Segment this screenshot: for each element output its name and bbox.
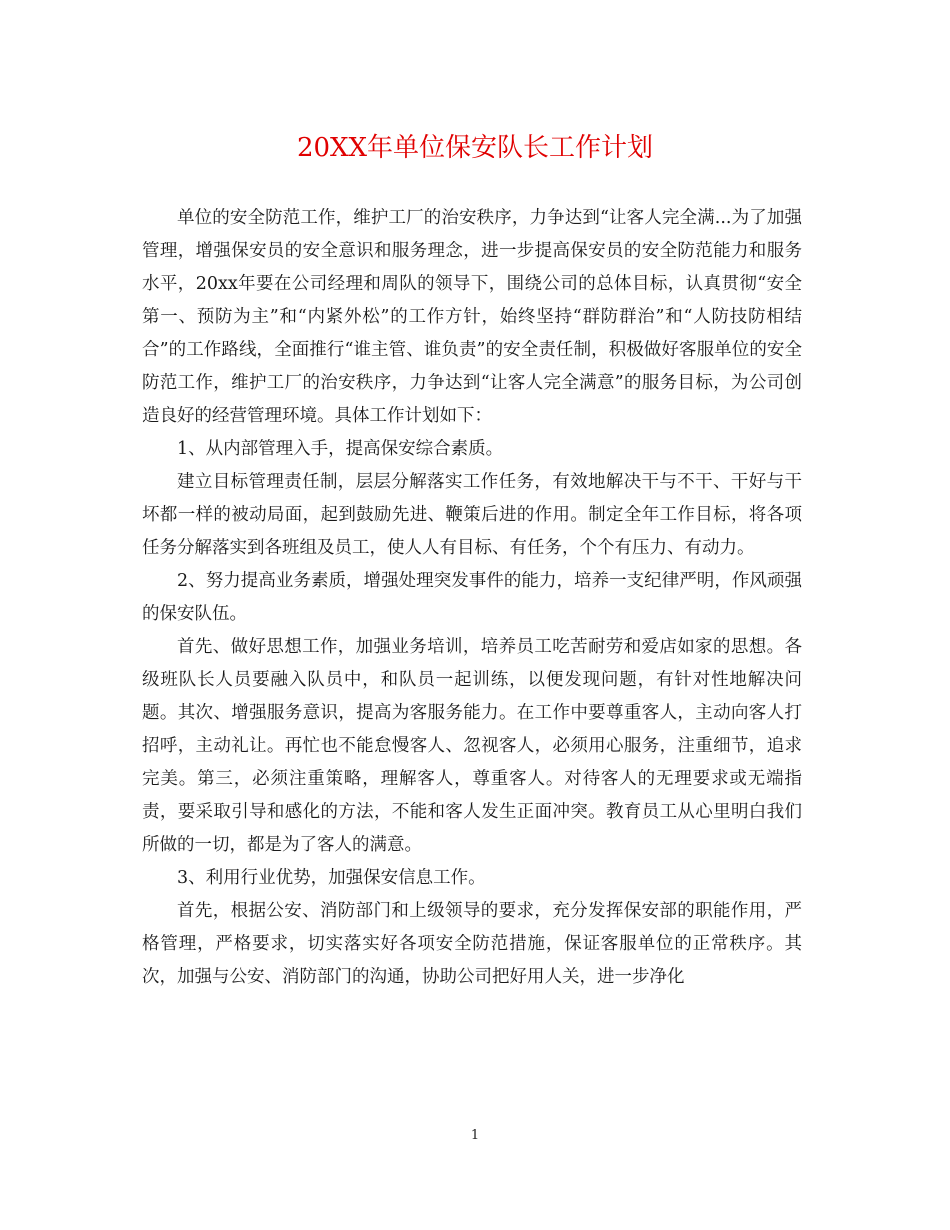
document-title: 20XX年单位保安队长工作计划	[296, 133, 654, 163]
paragraph-section-3: 首先，根据公安、消防部门和上级领导的要求，充分发挥保安部的职能作用，严格管理，严格要求，切实落实好各项安全防范措施，保证客服单位的正常秩序。其次，加强与公安、消防部门的沟通，协助公司把好用人关，进一步净化	[142, 901, 802, 987]
paragraph-intro: 单位的安全防范工作，维护工厂的治安秩序，力争达到“让客人完全满...为了加强管理，增强保安员的安全意识和服务理念，进一步提高保安员的安全防范能力和服务水平，20xx年要在公司经理和周队的领导下，围绕公司的总体目标，认真贯彻“安全第一、预防为主”和“内紧外松”的工作方针，始终坚持“群防群治”和“人防技防相结合”的工作路线，全面推行“谁主管、谁负责”的安全责任制，积极做好客服单位的安全防范工作，维护工厂的治安秩序，力争达到“让客人完全满意”的服务目标，为公司创造良好的经营管理环境。具体工作计划如下：	[142, 208, 802, 426]
paragraph-section-1: 建立目标管理责任制，层层分解落实工作任务，有效地解决干与不干、干好与干坏都一样的被动局面，起到鼓励先进、鞭策后进的作用。制定全年工作目标，将各项任务分解落实到各班组及员工，使人人有目标、有任务，个个有压力、有动力。	[142, 472, 802, 558]
paragraph-section-2: 首先、做好思想工作，加强业务培训，培养员工吃苦耐劳和爱店如家的思想。各级班队长人员要融入队员中，和队员一起训练，以便发现问题，有针对性地解决问题。其次、增强服务意识，提高为客服务能力。在工作中要尊重客人，主动向客人打招呼，主动礼让。再忙也不能怠慢客人、忽视客人，必须用心服务，注重细节，追求完美。第三，必须注重策略，理解客人，尊重客人。对待客人的无理要求或无端指责，要采取引导和感化的方法，不能和客人发生正面冲突。教育员工从心里明白我们所做的一切，都是为了客人的满意。	[142, 637, 802, 855]
page-number: 1	[470, 1128, 480, 1143]
paragraph-heading-3: 3、利用行业优势，加强保安信息工作。	[177, 868, 486, 888]
paragraph-heading-2: 2、努力提高业务素质，增强处理突发事件的能力，培养一支纪律严明，作风顽强的保安队伍。	[142, 571, 802, 624]
document-body	[142, 202, 802, 994]
paragraph-heading-1: 1、从内部管理入手，提高保安综合素质。	[177, 439, 504, 459]
